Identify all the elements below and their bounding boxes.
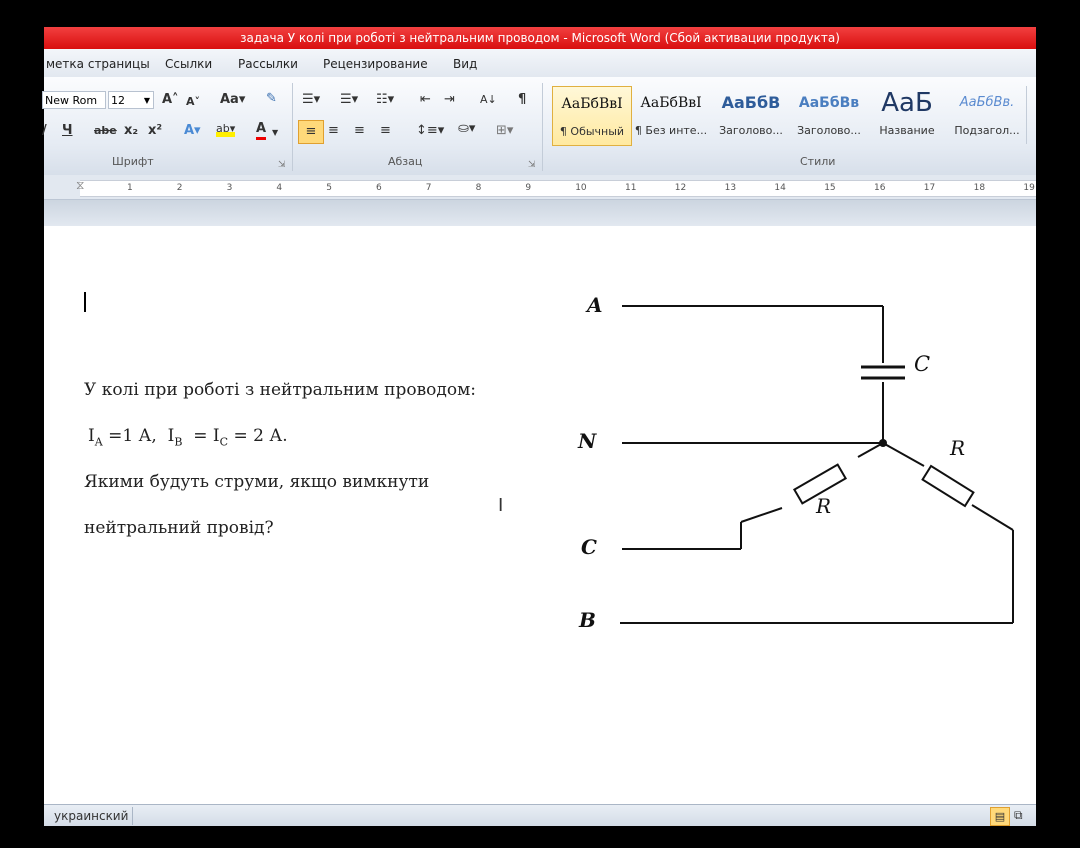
ruler-number: 11 xyxy=(625,183,637,193)
problem-line-1: У колі при роботі з нейтральним проводом: xyxy=(84,380,477,400)
style-sample: АаБбВ xyxy=(721,93,781,112)
clear-formatting-icon[interactable]: ✎ xyxy=(266,91,277,106)
title-bar: задача У колі при роботі з нейтральним проводом - Microsoft Word (Сбой активации продукта) xyxy=(44,27,1036,49)
wire-r1-top xyxy=(858,443,883,457)
style-name: ¶ Без инте... xyxy=(634,124,708,137)
style-heading-1[interactable] xyxy=(712,86,790,144)
tab-review[interactable]: Рецензирование xyxy=(323,57,428,71)
style-no-spacing[interactable] xyxy=(632,86,710,144)
styles-scroll[interactable] xyxy=(1026,86,1037,144)
dialog-launcher-icon[interactable]: ⇲ xyxy=(278,160,286,170)
horizontal-ruler[interactable] xyxy=(44,175,1036,200)
tab-view[interactable]: Вид xyxy=(453,57,478,71)
wire-r2-top xyxy=(883,443,924,466)
ruler-number: 4 xyxy=(276,183,283,193)
equals: = xyxy=(182,426,213,446)
language-indicator[interactable]: украинский xyxy=(54,809,129,823)
label-r2: R xyxy=(950,436,966,460)
ruler-number: 7 xyxy=(425,183,432,193)
sort-icon[interactable]: A↓ xyxy=(480,93,497,106)
ruler-number: 3 xyxy=(226,183,233,193)
dialog-launcher-icon[interactable]: ⇲ xyxy=(528,160,536,170)
chevron-down-icon: ▼ xyxy=(143,96,150,105)
ruler-number: 12 xyxy=(674,183,687,193)
separator xyxy=(132,807,133,825)
font-color-icon[interactable]: A xyxy=(256,121,266,140)
multilevel-list-icon[interactable]: ☷▾ xyxy=(376,92,395,107)
font-size-box[interactable] xyxy=(108,91,154,109)
change-case-icon[interactable]: Aa▾ xyxy=(220,92,246,107)
pilcrow-icon[interactable]: ¶ xyxy=(518,92,527,107)
align-center-icon[interactable]: ≡ xyxy=(328,123,339,138)
current-b: I xyxy=(167,426,175,446)
label-r1: R xyxy=(816,494,832,518)
italic-icon[interactable]: / xyxy=(42,123,47,138)
separator xyxy=(292,83,293,171)
label-a: A xyxy=(587,293,603,317)
tab-mailings[interactable]: Рассылки xyxy=(238,57,298,71)
increase-indent-icon[interactable]: ⇥ xyxy=(444,92,455,107)
style-name: Подзагол... xyxy=(954,124,1020,137)
ruler-number: 6 xyxy=(376,183,382,193)
styles-group-label: Стили xyxy=(800,155,836,168)
top-border xyxy=(44,0,1036,27)
superscript-icon[interactable]: x² xyxy=(148,123,163,138)
highlight-icon[interactable]: ab▾ xyxy=(216,122,236,135)
wire-r1-bottom xyxy=(741,508,782,522)
sub-a: A xyxy=(94,435,103,449)
grow-font-icon[interactable]: A˄ xyxy=(162,92,179,107)
ruler-number: 19 xyxy=(1023,183,1035,193)
current-c: I xyxy=(212,426,220,446)
ruler-number: 10 xyxy=(575,183,587,193)
shading-icon[interactable]: ⛀▾ xyxy=(458,121,476,136)
indent-marker-icon[interactable]: ⧖ xyxy=(76,178,85,192)
style-name: ¶ Обычный xyxy=(559,125,625,138)
style-name: Название xyxy=(879,124,935,137)
ruler-number: 5 xyxy=(326,183,332,193)
current-a: I xyxy=(88,426,95,446)
numbering-icon[interactable]: ☰▾ xyxy=(340,92,359,107)
ruler-number: 14 xyxy=(774,183,786,193)
style-name: Заголово... xyxy=(719,124,783,137)
ribbon xyxy=(44,77,1036,176)
style-name: Заголово... xyxy=(797,124,861,137)
document-page[interactable] xyxy=(44,226,1036,804)
ibeam-cursor-icon: I xyxy=(498,495,504,516)
current-a-value: =1 А, xyxy=(102,426,168,446)
sub-c: C xyxy=(219,435,229,449)
style-sample: АаБбВв xyxy=(798,95,860,111)
underline-icon[interactable]: Ч xyxy=(62,123,73,138)
ruler-number: 1 xyxy=(127,183,133,193)
style-sample: АаБбВвI xyxy=(561,96,623,112)
text-effects-icon[interactable]: A▾ xyxy=(184,123,201,138)
problem-line-3: Якими будуть струми, якщо вимкнути xyxy=(84,472,430,492)
separator xyxy=(542,83,543,171)
bottom-border xyxy=(44,826,1036,848)
tab-page-layout[interactable]: метка страницы xyxy=(46,57,150,71)
neutral-node xyxy=(879,439,887,447)
style-subtitle[interactable] xyxy=(948,86,1026,144)
tab-references[interactable]: Ссылки xyxy=(165,57,213,71)
label-n: N xyxy=(578,429,597,453)
borders-icon[interactable]: ⊞▾ xyxy=(496,123,514,138)
ribbon-tabs xyxy=(44,49,1036,77)
ruler-number: 2 xyxy=(176,183,183,193)
full-screen-reading-icon[interactable]: ⧉ xyxy=(1014,808,1023,822)
justify-icon[interactable]: ≡ xyxy=(380,123,391,138)
label-b: B xyxy=(579,608,596,632)
label-capacitor: C xyxy=(914,352,931,376)
status-bar xyxy=(44,804,1036,827)
wire-r2-bottom xyxy=(972,505,1013,530)
ruler-number: 18 xyxy=(973,183,986,193)
style-title[interactable] xyxy=(868,86,946,144)
ruler-number: 15 xyxy=(824,183,836,193)
align-right-icon[interactable]: ≡ xyxy=(354,123,365,138)
circuit-diagram xyxy=(44,226,1036,804)
problem-line-4: нейтральний провід? xyxy=(84,518,274,538)
style-heading-2[interactable] xyxy=(790,86,868,144)
ruler-number: 16 xyxy=(874,183,886,193)
label-c: C xyxy=(581,535,597,559)
font-group-label: Шрифт xyxy=(112,155,154,168)
ruler-number: 13 xyxy=(724,183,737,193)
style-sample: АаБбВв. xyxy=(959,95,1015,110)
ruler-number: 9 xyxy=(525,183,532,193)
ruler-number: 17 xyxy=(923,183,936,193)
ruler-strip xyxy=(80,180,1036,197)
word-window xyxy=(44,0,1036,848)
align-left-icon[interactable]: ≡ xyxy=(298,120,324,144)
style-normal[interactable] xyxy=(552,86,632,146)
style-sample: АаБбВвI xyxy=(640,95,702,111)
shrink-font-icon[interactable]: A˅ xyxy=(186,95,201,108)
line-spacing-icon[interactable]: ↕≡▾ xyxy=(416,123,445,138)
font-name-box[interactable]: New Rom xyxy=(42,91,106,109)
decrease-indent-icon[interactable]: ⇤ xyxy=(420,92,431,107)
strikethrough-icon[interactable]: abe xyxy=(94,124,117,137)
chevron-down-icon[interactable]: ▼ xyxy=(272,128,279,137)
subscript-icon[interactable]: x₂ xyxy=(124,123,139,138)
font-size-value: 12 xyxy=(111,94,125,107)
sub-b: B xyxy=(174,435,183,449)
bullets-icon[interactable]: ☰▾ xyxy=(302,92,321,107)
current-c-value: = 2 А. xyxy=(228,426,288,446)
ruler-gap xyxy=(44,200,1036,226)
style-sample: АаБ xyxy=(881,88,933,118)
ruler-number: 8 xyxy=(475,183,482,193)
print-layout-icon[interactable]: ▤ xyxy=(990,807,1010,826)
resistor-r2 xyxy=(923,466,974,506)
paragraph-group-label: Абзац xyxy=(388,155,423,168)
